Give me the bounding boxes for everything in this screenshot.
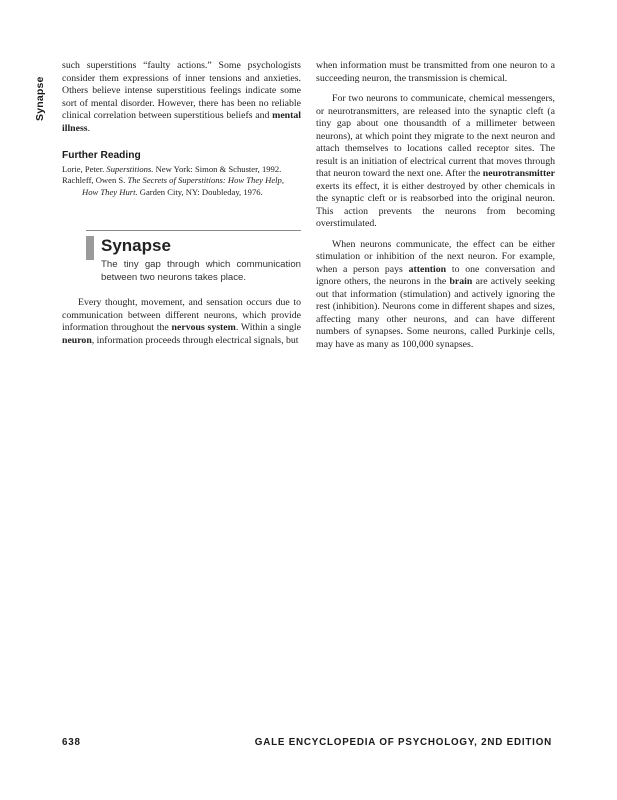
page-footer [62, 737, 552, 751]
text-run: exerts its effect, it is either destroyed by other chemicals in the synaptic cleft or is reabsorbed into the original neuron. This action prevents the neurons from becoming overstimulated. [316, 180, 555, 229]
text-run: When neurons communicate, the effect can be either stimulation or inhibition of the next neuron. For example, when a person pays [316, 238, 555, 275]
entry-divider [86, 230, 301, 231]
further-reading-heading: Further Reading [62, 150, 141, 161]
text-run: to one conversation and ignore others, the neurons in the [316, 263, 555, 287]
entry-definition: The tiny gap through which communication between two neurons takes place. [101, 259, 301, 283]
text-run: . [87, 122, 91, 134]
page-number: 638 [62, 737, 81, 748]
glossary-term: neuron [62, 334, 92, 346]
right-column [316, 60, 555, 351]
text-run: Every thought, movement, and sensation occurs due to communication between different neurons, which provide information throughout the [62, 297, 301, 333]
glossary-term: attention [408, 263, 447, 275]
left-column-upper [62, 60, 301, 198]
text-run: Rachleff, Owen S. [62, 175, 128, 186]
text-run: Garden City, NY: Doubleday, 1976. [137, 186, 263, 197]
running-head: Synapse [34, 76, 46, 121]
book-title-italic: Superstitions. [106, 164, 154, 174]
paragraph-stimulation [316, 239, 555, 352]
reference-item [62, 164, 301, 175]
book-title-italic: The Secrets of Superstitions: How They Help, How They Hurt. [82, 175, 284, 197]
text-run: New York: Simon & Schuster, 1992. [153, 164, 282, 174]
text-run: are actively seeking out that information (stimulation) and actively ignoring the rest (inhibition). Neurons come in different shapes and sizes, affecting many other neurons, and can have different numbers of synapses. Some neurons, called Purkinje cells, may have as many as 100,000 synapses. [316, 276, 555, 350]
text-run: For two neurons to communicate, chemical messengers, or neurotransmitters, are released into the synaptic cleft (a tiny gap about one thousandth of a millimeter between neurons), at which point they migrate to the next neuron and attach themselves to locations called receptor sites. The result is an initiation of electrical current that moves through that neuron toward the next one. After the [316, 93, 555, 179]
paragraph-transmission [316, 60, 555, 85]
left-column-lower [62, 297, 301, 347]
paragraph-superstitions [62, 60, 301, 135]
text-run: Lorie, Peter. [62, 164, 107, 174]
entry-title: Synapse [101, 236, 171, 255]
book-title: GALE ENCYCLOPEDIA OF PSYCHOLOGY, 2ND EDITION [254, 737, 552, 748]
text-run: , information proceeds through electrical signals, but [91, 334, 299, 346]
glossary-term: nervous system [171, 322, 236, 333]
text-run: . Within a single [235, 322, 301, 333]
glossary-term: mental illness [62, 110, 301, 134]
text-run: such superstitions “faulty actions.” Some psychologists consider them expressions of inner tensions and anxieties. Others believe intense superstitious feelings indicate some sort of mental disorder. However, there has been no reliable clinical correlation between superstitious beliefs and [62, 60, 301, 121]
reference-item [62, 175, 301, 198]
glossary-term: brain [449, 276, 473, 287]
entry-marker-bar [86, 236, 94, 260]
glossary-term: neurotransmitter [482, 168, 555, 179]
paragraph-intro [62, 297, 301, 347]
text-run: when information must be transmitted from one neuron to a succeeding neuron, the transmission is chemical. [316, 60, 555, 84]
paragraph-neurotransmitters [316, 93, 555, 231]
